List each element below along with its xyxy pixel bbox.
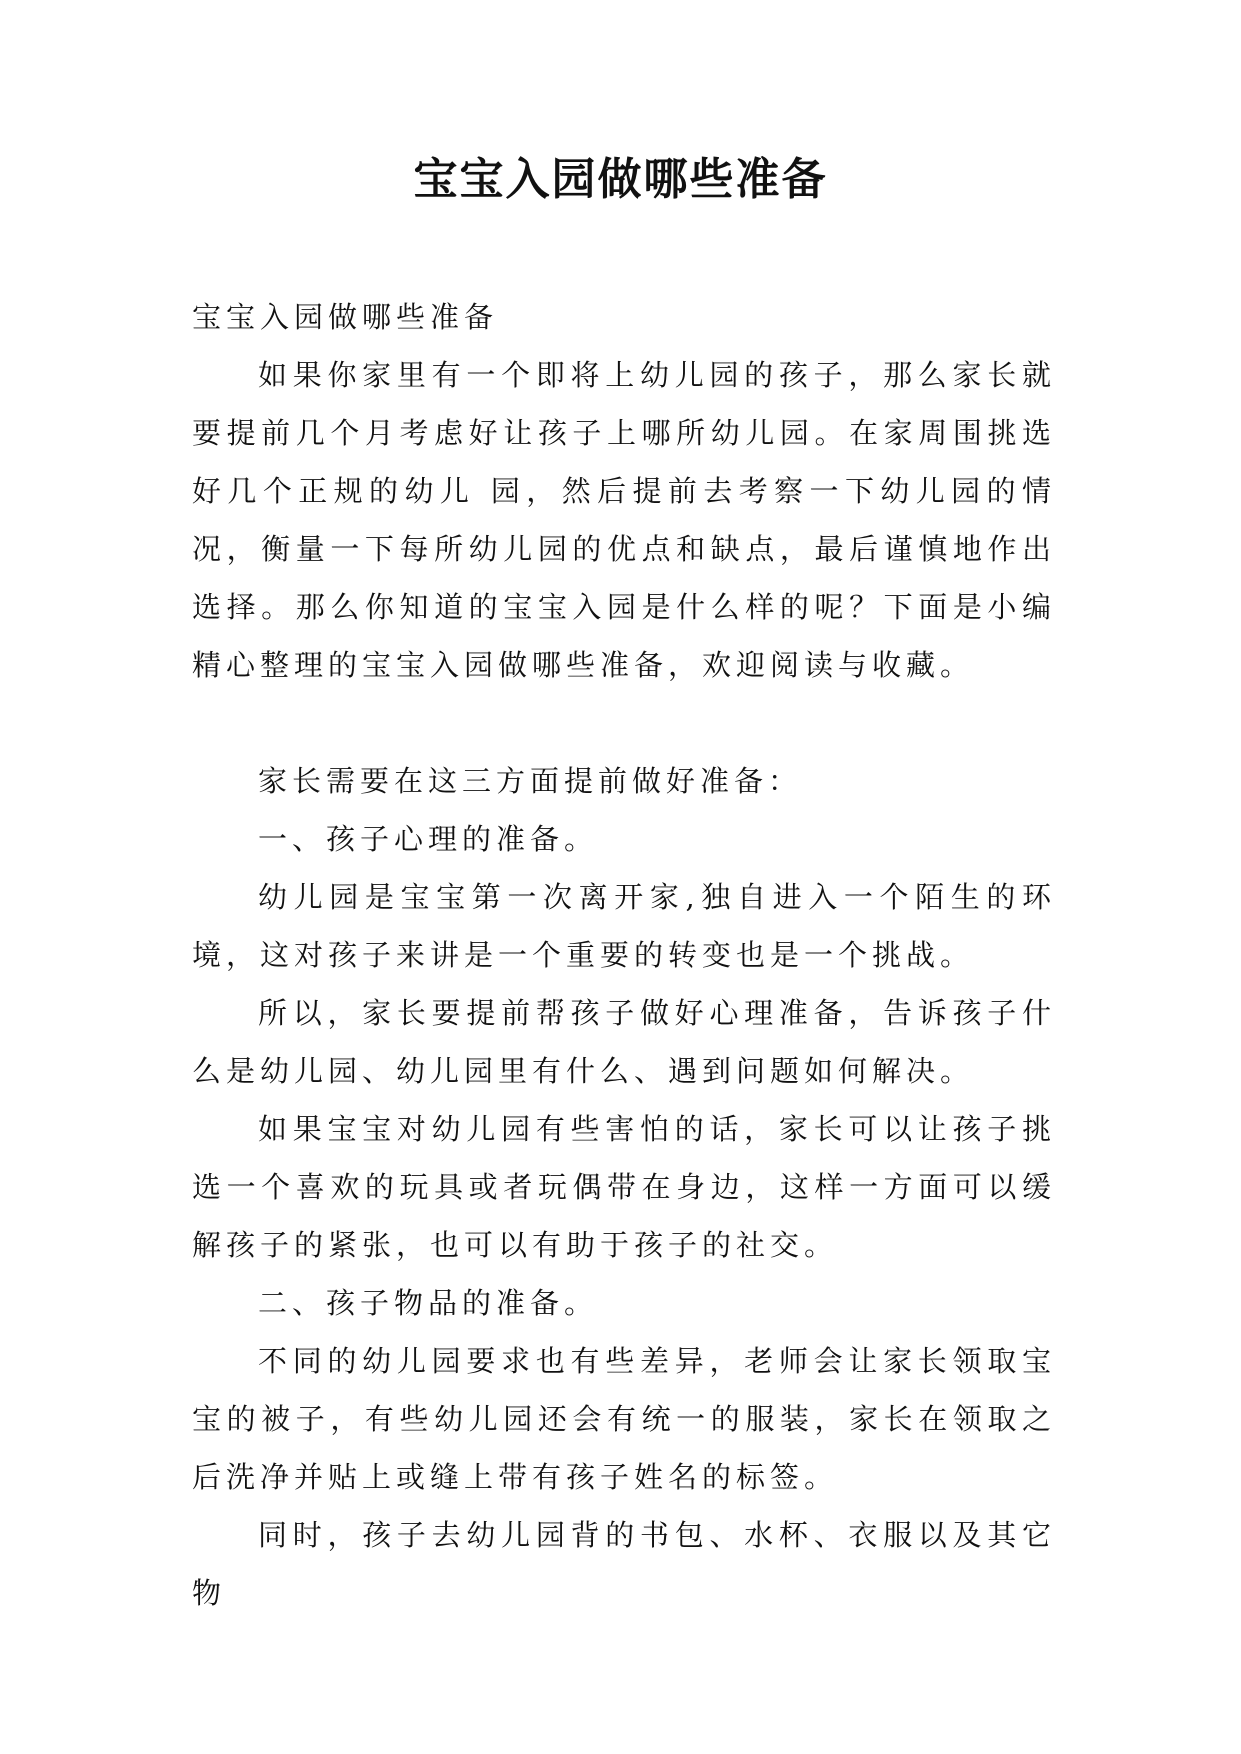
document-body: [192, 288, 1056, 1622]
section-heading-psychological: 一、孩子心理的准备。: [258, 822, 599, 856]
body-paragraph: 幼儿园是宝宝第一次离开家,独自进入一个陌生的环境，这对孩子来讲是一个重要的转变也是一个挑战。: [192, 880, 1056, 972]
body-paragraph: 不同的幼儿园要求也有些差异，老师会让家长领取宝宝的被子，有些幼儿园还会有统一的服装，家长在领取之后洗净并贴上或缝上带有孩子姓名的标签。: [192, 1344, 1056, 1494]
section-heading-supplies: 二、孩子物品的准备。: [258, 1286, 599, 1320]
section-intro-paragraph: 家长需要在这三方面提前做好准备：: [258, 764, 803, 798]
body-paragraph: 如果宝宝对幼儿园有些害怕的话，家长可以让孩子挑选一个喜欢的玩具或者玩偶带在身边，这样一方面可以缓解孩子的紧张，也可以有助于孩子的社交。: [192, 1112, 1056, 1262]
subtitle-paragraph: 宝宝入园做哪些准备: [192, 300, 499, 334]
document-title: 宝宝入园做哪些准备: [413, 154, 828, 205]
body-paragraph: 同时，孩子去幼儿园背的书包、水杯、衣服以及其它物: [192, 1518, 1056, 1610]
body-paragraph: 所以，家长要提前帮孩子做好心理准备，告诉孩子什么是幼儿园、幼儿园里有什么、遇到问题如何解决。: [192, 996, 1056, 1088]
intro-paragraph: 如果你家里有一个即将上幼儿园的孩子，那么家长就要提前几个月考虑好让孩子上哪所幼儿园。在家周围挑选好几个正规的幼儿 园，然后提前去考察一下幼儿园的情况，衡量一下每所幼儿园的优点和缺点，最后谨慎地作出选择。那么你知道的宝宝入园是什么样的呢？下面是小编精心整理的宝宝入园做哪些准备，欢迎阅读与收藏。: [192, 358, 1056, 682]
